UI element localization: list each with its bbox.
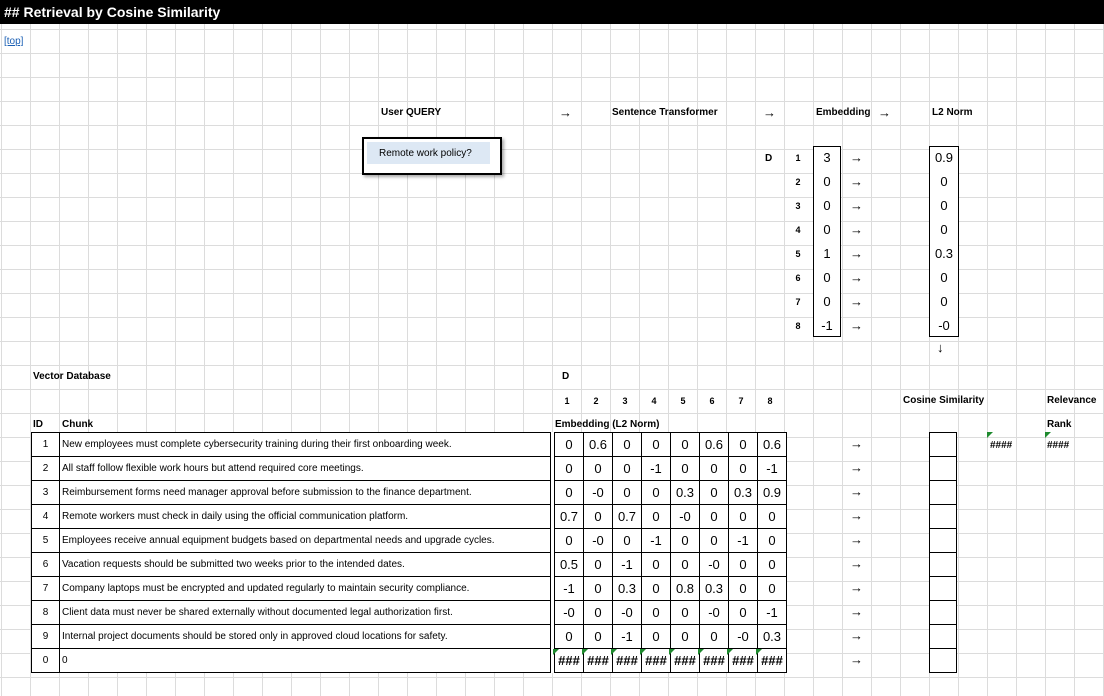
embedding-cell: 0 bbox=[584, 625, 613, 649]
embedding-cell: ### bbox=[642, 649, 671, 673]
embedding-cell: 0.3 bbox=[729, 481, 758, 505]
embedding-cell: 0 bbox=[642, 433, 671, 457]
rank-header: Rank bbox=[1047, 419, 1072, 430]
embedding-cell: 0 bbox=[671, 601, 700, 625]
first-similarity-value: #### bbox=[990, 440, 1013, 451]
embedding-cell: ### bbox=[671, 649, 700, 673]
row-chunk: Employees receive annual equipment budgets based on departmental needs and upgrade cycles. bbox=[60, 529, 551, 553]
row-arrow: → bbox=[850, 580, 863, 595]
row-arrow: → bbox=[850, 628, 863, 643]
first-rank-value: #### bbox=[1047, 440, 1070, 451]
embedding-cell: 0 bbox=[555, 433, 584, 457]
query-embedding-value: 0 bbox=[823, 198, 831, 213]
embedding-cell: -1 bbox=[642, 529, 671, 553]
db-dim-label: 8 bbox=[767, 396, 773, 406]
query-dim-label: 2 bbox=[795, 177, 801, 187]
db-d-label: D bbox=[562, 371, 570, 382]
embedding-cell: 0 bbox=[671, 529, 700, 553]
similarity-cell bbox=[930, 481, 957, 505]
table-row bbox=[32, 481, 787, 505]
similarity-cell bbox=[930, 529, 957, 553]
embedding-cell: 0 bbox=[642, 505, 671, 529]
embedding-cell: ### bbox=[758, 649, 787, 673]
cosine-similarity-header: Cosine Similarity bbox=[903, 395, 985, 406]
relevance-header: Relevance bbox=[1047, 395, 1097, 406]
row-id: 5 bbox=[32, 529, 60, 553]
embedding-cell: ### bbox=[700, 649, 729, 673]
embedding-cell: 0 bbox=[555, 481, 584, 505]
similarity-cell bbox=[930, 433, 957, 457]
user-query-label: User QUERY bbox=[381, 107, 442, 118]
embedding-cell: 0 bbox=[584, 457, 613, 481]
row-chunk: Company laptops must be encrypted and updated regularly to maintain security compliance. bbox=[60, 577, 551, 601]
query-l2-value: 0.9 bbox=[934, 150, 954, 165]
embedding-label: Embedding bbox=[816, 107, 871, 118]
cosine-similarity-column bbox=[929, 432, 957, 673]
embedding-cell: 0 bbox=[758, 529, 787, 553]
formula-flag-icon bbox=[698, 649, 704, 655]
embedding-arrow: → bbox=[850, 174, 863, 189]
similarity-cell bbox=[930, 577, 957, 601]
embedding-cell: 0 bbox=[584, 553, 613, 577]
embedding-cell: 0.6 bbox=[700, 433, 729, 457]
embedding-cell: 0 bbox=[642, 481, 671, 505]
row-chunk: 0 bbox=[60, 649, 551, 673]
row-chunk: Internal project documents should be stored only in approved cloud locations for safety. bbox=[60, 625, 551, 649]
table-row bbox=[32, 529, 787, 553]
embedding-cell: ### bbox=[555, 649, 584, 673]
title-bar bbox=[0, 0, 1104, 24]
db-dim-label: 6 bbox=[709, 396, 715, 406]
row-chunk: Client data must never be shared externally without documented legal authorization first. bbox=[60, 601, 551, 625]
row-arrow: → bbox=[850, 532, 863, 547]
query-embedding-value: 0 bbox=[823, 174, 831, 189]
embedding-cell: -0 bbox=[584, 529, 613, 553]
embedding-cell: -1 bbox=[758, 457, 787, 481]
formula-flag-icon bbox=[553, 649, 559, 655]
embedding-l2-header: Embedding (L2 Norm) bbox=[555, 419, 660, 430]
db-dim-label: 1 bbox=[564, 396, 570, 406]
id-header: ID bbox=[33, 419, 43, 430]
similarity-cell bbox=[930, 505, 957, 529]
embedding-cell: 0 bbox=[729, 433, 758, 457]
embedding-cell: 0 bbox=[584, 577, 613, 601]
similarity-cell bbox=[930, 649, 957, 673]
embedding-cell: 0 bbox=[700, 457, 729, 481]
row-arrow: → bbox=[850, 556, 863, 571]
db-dim-label: 5 bbox=[680, 396, 686, 406]
embedding-cell: 0.7 bbox=[613, 505, 642, 529]
embedding-cell: -0 bbox=[555, 601, 584, 625]
embedding-cell: -1 bbox=[642, 457, 671, 481]
formula-flag-icon bbox=[611, 649, 617, 655]
query-embedding-value: 0 bbox=[823, 222, 831, 237]
embedding-cell: 0 bbox=[613, 433, 642, 457]
arrow-transformer-embedding: → bbox=[763, 105, 776, 120]
formula-flag-icon bbox=[582, 649, 588, 655]
embedding-cell: 0 bbox=[671, 625, 700, 649]
table-row bbox=[32, 577, 787, 601]
embedding-cell: 0 bbox=[700, 529, 729, 553]
embedding-arrow: → bbox=[850, 294, 863, 309]
embedding-arrow: → bbox=[850, 246, 863, 261]
query-l2-value: 0 bbox=[940, 174, 948, 189]
similarity-cell bbox=[930, 601, 957, 625]
similarity-row bbox=[930, 457, 957, 481]
row-chunk: All staff follow flexible work hours but attend required core meetings. bbox=[60, 457, 551, 481]
row-arrow: → bbox=[850, 460, 863, 475]
embedding-cell: 0 bbox=[729, 505, 758, 529]
embedding-cell: 0.8 bbox=[671, 577, 700, 601]
query-l2-value: -0 bbox=[938, 318, 950, 333]
similarity-row bbox=[930, 577, 957, 601]
embedding-cell: -0 bbox=[671, 505, 700, 529]
vector-database-title: Vector Database bbox=[33, 371, 111, 382]
embedding-cell: 0.3 bbox=[700, 577, 729, 601]
query-dim-label: 8 bbox=[795, 321, 801, 331]
similarity-row bbox=[930, 625, 957, 649]
embedding-cell: 0.7 bbox=[555, 505, 584, 529]
arrow-query-transformer: → bbox=[559, 105, 572, 120]
embedding-cell: 0 bbox=[671, 553, 700, 577]
table-row bbox=[32, 601, 787, 625]
embedding-cell: -1 bbox=[613, 625, 642, 649]
row-chunk: New employees must complete cybersecurity training during their first onboarding week. bbox=[60, 433, 551, 457]
embedding-cell: 0 bbox=[584, 505, 613, 529]
row-id: 7 bbox=[32, 577, 60, 601]
embedding-cell: -0 bbox=[729, 625, 758, 649]
embedding-cell: 0 bbox=[555, 625, 584, 649]
formula-flag-icon bbox=[756, 649, 762, 655]
embedding-cell: 0.5 bbox=[555, 553, 584, 577]
query-embedding-value: 0 bbox=[823, 294, 831, 309]
top-link[interactable]: [top] bbox=[4, 36, 24, 47]
embedding-arrow: → bbox=[850, 222, 863, 237]
row-id: 2 bbox=[32, 457, 60, 481]
similarity-cell bbox=[930, 625, 957, 649]
embedding-cell: 0.9 bbox=[758, 481, 787, 505]
embedding-cell: 0 bbox=[642, 553, 671, 577]
formula-flag-icon bbox=[987, 432, 993, 438]
db-dim-label: 7 bbox=[738, 396, 744, 406]
row-id: 3 bbox=[32, 481, 60, 505]
embedding-cell: -0 bbox=[584, 481, 613, 505]
embedding-cell: -0 bbox=[700, 553, 729, 577]
embedding-cell: 0 bbox=[613, 529, 642, 553]
embedding-cell: 0 bbox=[613, 481, 642, 505]
row-id: 6 bbox=[32, 553, 60, 577]
query-dim-label: 7 bbox=[795, 297, 801, 307]
query-dim-label: 1 bbox=[795, 153, 801, 163]
query-dim-label: 6 bbox=[795, 273, 801, 283]
embedding-cell: -1 bbox=[555, 577, 584, 601]
embedding-cell: 0 bbox=[671, 457, 700, 481]
row-chunk: Remote workers must check in daily using the official communication platform. bbox=[60, 505, 551, 529]
query-box bbox=[362, 137, 502, 175]
row-arrow: → bbox=[850, 484, 863, 499]
vector-database-table bbox=[31, 432, 787, 673]
embedding-cell: ### bbox=[584, 649, 613, 673]
query-l2-value: 0 bbox=[940, 294, 948, 309]
query-embedding-value: 0 bbox=[823, 270, 831, 285]
embedding-cell: 0.3 bbox=[613, 577, 642, 601]
down-arrow: ↓ bbox=[937, 340, 944, 355]
formula-flag-icon bbox=[640, 649, 646, 655]
embedding-cell: 0 bbox=[729, 577, 758, 601]
embedding-cell: 0.6 bbox=[758, 433, 787, 457]
query-dim-label: 3 bbox=[795, 201, 801, 211]
similarity-row bbox=[930, 601, 957, 625]
similarity-row bbox=[930, 649, 957, 673]
query-embedding-value: 3 bbox=[823, 150, 831, 165]
query-embedding-value: -1 bbox=[821, 318, 833, 333]
similarity-cell bbox=[930, 457, 957, 481]
chunk-header: Chunk bbox=[62, 419, 94, 430]
arrow-embedding-l2: → bbox=[878, 105, 891, 120]
embedding-cell: 0 bbox=[584, 601, 613, 625]
embedding-arrow: → bbox=[850, 318, 863, 333]
db-dim-label: 4 bbox=[651, 396, 657, 406]
sentence-transformer-label: Sentence Transformer bbox=[612, 107, 718, 118]
embedding-cell: 0 bbox=[729, 457, 758, 481]
table-row bbox=[32, 433, 787, 457]
embedding-cell: 0 bbox=[555, 529, 584, 553]
table-row bbox=[32, 625, 787, 649]
embedding-cell: 0 bbox=[700, 625, 729, 649]
embedding-cell: -1 bbox=[729, 529, 758, 553]
query-l2-value: 0 bbox=[940, 222, 948, 237]
embedding-cell: ### bbox=[613, 649, 642, 673]
row-arrow: → bbox=[850, 604, 863, 619]
embedding-cell: 0 bbox=[729, 553, 758, 577]
embedding-cell: 0 bbox=[758, 505, 787, 529]
row-chunk: Reimbursement forms need manager approval before submission to the finance department. bbox=[60, 481, 551, 505]
table-row bbox=[32, 553, 787, 577]
formula-flag-icon bbox=[669, 649, 675, 655]
embedding-cell: -1 bbox=[613, 553, 642, 577]
embedding-cell: -1 bbox=[758, 601, 787, 625]
row-arrow: → bbox=[850, 508, 863, 523]
row-arrow: → bbox=[850, 652, 863, 667]
row-id: 0 bbox=[32, 649, 60, 673]
row-arrow: → bbox=[850, 436, 863, 451]
embedding-cell: ### bbox=[729, 649, 758, 673]
embedding-cell: -0 bbox=[700, 601, 729, 625]
row-id: 4 bbox=[32, 505, 60, 529]
sheet-title: ## Retrieval by Cosine Similarity bbox=[4, 4, 221, 20]
embedding-cell: 0 bbox=[642, 601, 671, 625]
dim-header-d: D bbox=[765, 153, 773, 164]
row-chunk: Vacation requests should be submitted two weeks prior to the intended dates. bbox=[60, 553, 551, 577]
embedding-cell: 0 bbox=[642, 577, 671, 601]
query-embedding-value: 1 bbox=[823, 246, 831, 261]
table-row bbox=[32, 457, 787, 481]
embedding-cell: 0 bbox=[613, 457, 642, 481]
embedding-cell: 0 bbox=[758, 577, 787, 601]
embedding-cell: 0 bbox=[700, 481, 729, 505]
similarity-cell bbox=[930, 553, 957, 577]
embedding-cell: 0 bbox=[642, 625, 671, 649]
formula-flag-icon bbox=[1045, 432, 1051, 438]
db-dim-label: 2 bbox=[593, 396, 599, 406]
formula-flag-icon bbox=[727, 649, 733, 655]
query-l2-value: 0 bbox=[940, 270, 948, 285]
embedding-cell: 0 bbox=[729, 601, 758, 625]
similarity-row bbox=[930, 433, 957, 457]
embedding-cell: 0.6 bbox=[584, 433, 613, 457]
table-row bbox=[32, 505, 787, 529]
query-dim-label: 4 bbox=[795, 225, 801, 235]
row-id: 8 bbox=[32, 601, 60, 625]
query-dim-label: 5 bbox=[795, 249, 801, 259]
embedding-cell: 0 bbox=[671, 433, 700, 457]
embedding-cell: 0 bbox=[700, 505, 729, 529]
query-l2-value: 0.3 bbox=[934, 246, 954, 261]
similarity-row bbox=[930, 553, 957, 577]
l2-norm-label: L2 Norm bbox=[932, 107, 973, 118]
embedding-cell: 0 bbox=[758, 553, 787, 577]
similarity-row bbox=[930, 529, 957, 553]
query-input[interactable] bbox=[367, 142, 490, 164]
embedding-cell: 0.3 bbox=[758, 625, 787, 649]
query-l2-value: 0 bbox=[940, 198, 948, 213]
similarity-row bbox=[930, 505, 957, 529]
similarity-row bbox=[930, 481, 957, 505]
embedding-arrow: → bbox=[850, 198, 863, 213]
embedding-cell: 0.3 bbox=[671, 481, 700, 505]
embedding-arrow: → bbox=[850, 150, 863, 165]
embedding-arrow: → bbox=[850, 270, 863, 285]
embedding-cell: -0 bbox=[613, 601, 642, 625]
embedding-cell: 0 bbox=[555, 457, 584, 481]
db-dim-label: 3 bbox=[622, 396, 628, 406]
row-id: 9 bbox=[32, 625, 60, 649]
row-id: 1 bbox=[32, 433, 60, 457]
